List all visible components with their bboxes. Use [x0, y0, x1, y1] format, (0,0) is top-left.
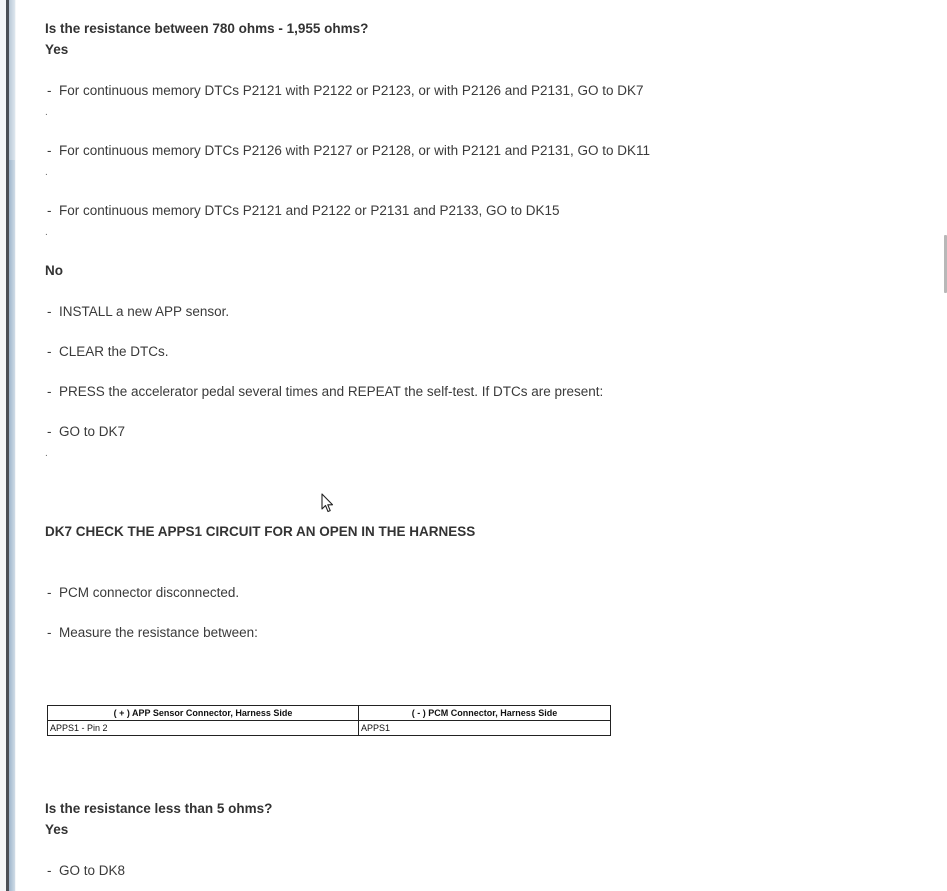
list-item: - For continuous memory DTCs P2121 and P2122 or P2131 and P2133, GO to DK15	[47, 203, 560, 218]
list-item: - GO to DK8	[47, 863, 126, 878]
yes-label: Yes	[45, 822, 69, 837]
bullet-dash: -	[47, 143, 52, 158]
section-heading-dk7: DK7 CHECK THE APPS1 CIRCUIT FOR AN OPEN IN THE HARNESS	[45, 524, 476, 539]
border-highlight-upper	[9, 0, 15, 160]
yes-label: Yes	[45, 42, 69, 57]
table-cell: APPS1	[359, 721, 611, 736]
no-label: No	[45, 263, 63, 278]
bullet-dash: -	[47, 344, 52, 359]
list-item: - For continuous memory DTCs P2121 with P2122 or P2123, or with P2126 and P2131, GO to DK7	[47, 83, 644, 98]
mouse-pointer-icon	[321, 493, 335, 513]
bullet-dash: -	[47, 625, 52, 640]
separator-dot: .	[45, 448, 48, 459]
bullet-dash: -	[47, 304, 52, 319]
table-row	[48, 721, 611, 736]
window-left-border	[0, 0, 16, 891]
list-item: - CLEAR the DTCs.	[47, 344, 169, 359]
list-item: - INSTALL a new APP sensor.	[47, 304, 230, 319]
bullet-dash: -	[47, 83, 52, 98]
table-cell: APPS1 - Pin 2	[48, 721, 359, 736]
measurement-table	[47, 705, 611, 736]
table-header: ( + ) APP Sensor Connector, Harness Side	[48, 706, 359, 721]
list-item: - For continuous memory DTCs P2126 with P2127 or P2128, or with P2121 and P2131, GO to DK11	[47, 143, 651, 158]
list-item: - Measure the resistance between:	[47, 625, 258, 640]
table-header: ( - ) PCM Connector, Harness Side	[359, 706, 611, 721]
bullet-dash: -	[47, 203, 52, 218]
bullet-dash: -	[47, 585, 52, 600]
resistance-question-dk7: Is the resistance less than 5 ohms?	[45, 801, 273, 816]
list-item: - PRESS the accelerator pedal several times and REPEAT the self-test. If DTCs are present:	[47, 384, 604, 399]
separator-dot: .	[45, 227, 48, 238]
bullet-dash: -	[47, 863, 52, 878]
separator-dot: .	[45, 107, 48, 118]
list-item: - PCM connector disconnected.	[47, 585, 240, 600]
list-item: - GO to DK7	[47, 424, 126, 439]
separator-dot: .	[45, 167, 48, 178]
resistance-question: Is the resistance between 780 ohms - 1,955 ohms?	[45, 21, 369, 36]
bullet-dash: -	[47, 384, 52, 399]
table-header-row	[48, 706, 611, 721]
bullet-dash: -	[47, 424, 52, 439]
